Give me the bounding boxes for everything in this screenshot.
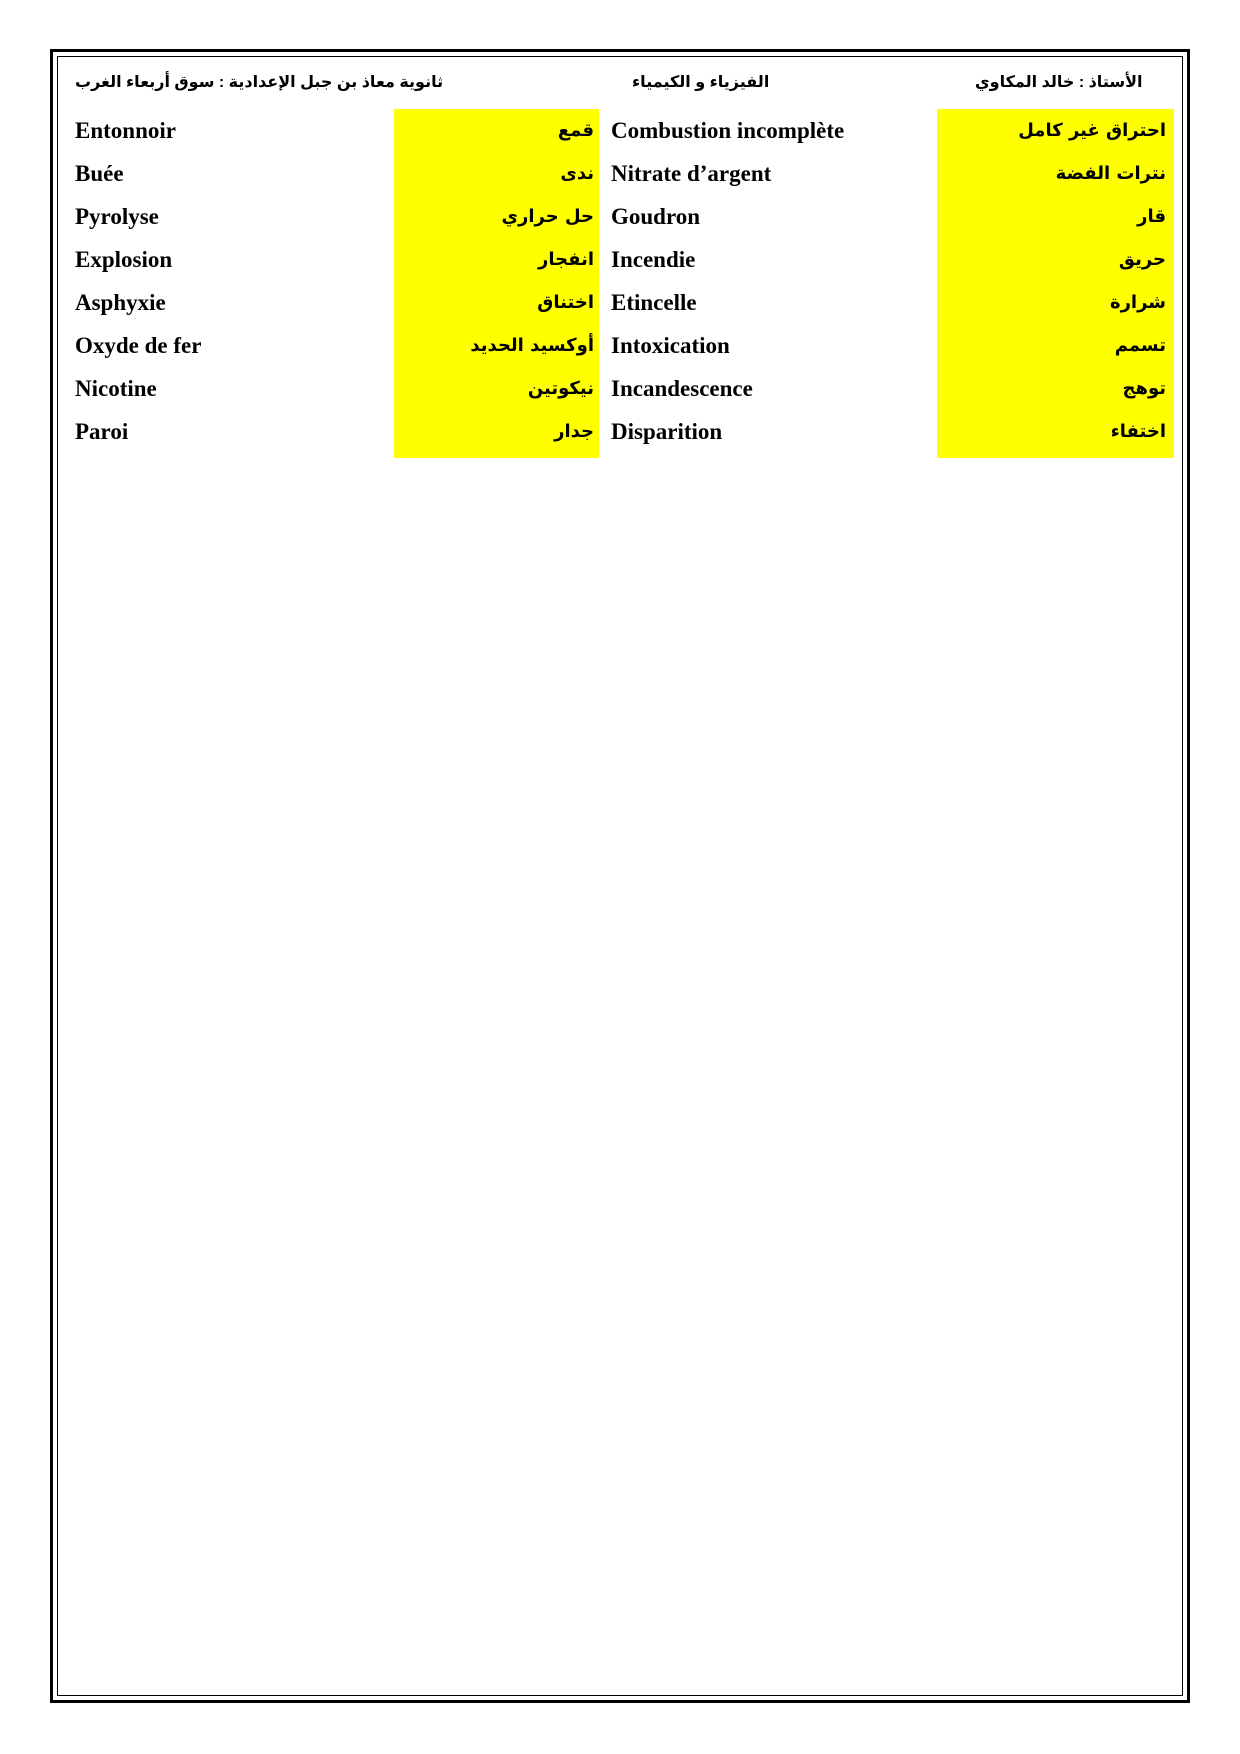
term-ar: اختناق bbox=[537, 292, 594, 313]
term-fr: Entonnoir bbox=[75, 118, 176, 143]
term-fr: Intoxication bbox=[611, 333, 730, 358]
term-fr: Combustion incomplète bbox=[611, 118, 845, 143]
term-fr: Incandescence bbox=[611, 376, 753, 401]
term-ar: قمع bbox=[557, 120, 594, 141]
term-ar: جدار bbox=[554, 421, 594, 442]
term-fr: Explosion bbox=[75, 247, 173, 272]
term-ar: حل حراري bbox=[501, 206, 594, 227]
term-fr: Nitrate d’argent bbox=[611, 161, 772, 186]
term-fr: Asphyxie bbox=[75, 290, 166, 315]
term-ar: اختفاء bbox=[1110, 421, 1166, 442]
subject-title: الفيزياء و الكيمياء bbox=[632, 74, 770, 91]
school-name: ثانوية معاذ بن جبل الإعدادية : سوق أربعاء الغرب bbox=[75, 74, 444, 91]
term-ar: نترات الفضة bbox=[1055, 163, 1166, 184]
term-fr: Oxyde de fer bbox=[75, 333, 202, 358]
term-ar: قار bbox=[1137, 206, 1166, 227]
term-fr: Goudron bbox=[611, 204, 701, 229]
term-fr: Incendie bbox=[611, 247, 696, 272]
term-fr: Disparition bbox=[611, 419, 723, 444]
term-ar: توهج bbox=[1122, 378, 1166, 399]
term-fr: Etincelle bbox=[611, 290, 697, 315]
term-fr: Paroi bbox=[75, 419, 129, 444]
term-fr: Nicotine bbox=[75, 376, 157, 401]
term-ar: أوكسيد الحديد bbox=[470, 335, 594, 356]
term-ar: احتراق غير كامل bbox=[1018, 120, 1166, 141]
term-fr: Buée bbox=[75, 161, 124, 186]
term-fr: Pyrolyse bbox=[75, 204, 159, 229]
term-ar: نيكوتين bbox=[527, 378, 594, 399]
term-ar: ندى bbox=[560, 163, 594, 184]
term-ar: شرارة bbox=[1109, 292, 1166, 313]
term-ar: حريق bbox=[1118, 249, 1166, 270]
teacher-name: الأستاذ : خالد المكاوي bbox=[975, 74, 1143, 91]
term-ar: تسمم bbox=[1114, 335, 1166, 356]
term-ar: انفجار bbox=[538, 249, 594, 270]
